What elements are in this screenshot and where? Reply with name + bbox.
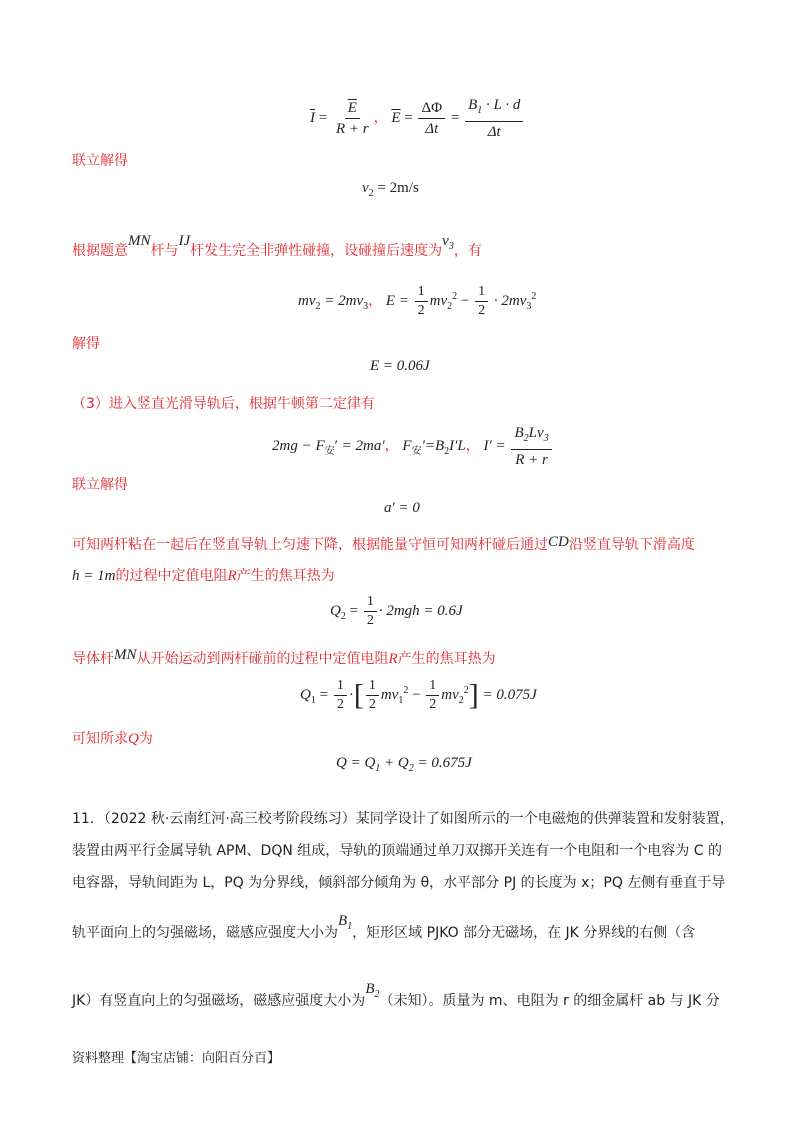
- solution-text-8: 导体杆MN从开始运动到两杆碰前的过程中定值电阻R产生的焦耳热为: [72, 647, 496, 667]
- equation-current-emf: $\overline{I}$ = $\frac{\overline{E}}{R + r}$ ， $\overline{E}$ = $\frac{\Delta\Phi}{\Delta t}$ = $\frac{B_1 \cdot L \cdot d}{\Delta t}$: [310, 96, 525, 141]
- solution-text-6: 可知两杆粘在一起后在竖直导轨上匀速下降，根据能量守恒可知两杆碰后通过CD沿竖直导轨下滑高度: [72, 534, 695, 553]
- solution-text-5: 联立解得: [72, 477, 128, 493]
- equation-q1: $Q_1$ = $\frac{1}{2}$ ·[ $\frac{1}{2}$ $mv_1^2$ − $\frac{1}{2}$ $mv_2^2] = 0.075J$: [300, 678, 537, 712]
- equation-momentum-energy: $mv_2 = 2mv_3$， E = $\frac{1}{2}$ $mv_2^2$ − $\frac{1}{2}$ · $2mv_3^2$: [298, 284, 537, 318]
- question-11-line-3: 电容器，导轨间距为 L，PQ 为分界线，倾斜部分倾角为 θ，水平部分 PJ 的长度为 x；PQ 左侧有垂直于导: [72, 875, 726, 891]
- equation-acceleration: a′ = 0: [384, 500, 420, 516]
- question-11-line-2: 装置由两平行金属导轨 APM、DQN 组成，导轨的顶端通过单刀双掷开关连有一个电阻和一个电容为 C 的: [72, 843, 722, 859]
- equation-q-total: $Q = Q_1 + Q_2 = 0.675J$: [336, 755, 472, 774]
- equation-v2: $v_2 = 2m/s$: [362, 180, 419, 199]
- question-11-line-5: JK）有竖直向上的匀强磁场，磁感应强度大小为$B_2$（未知）。质量为 m、电阻为 r 的细金属杆 ab 与 JK 分: [72, 981, 720, 1009]
- equation-energy-result: E = 0.06J: [370, 358, 430, 374]
- solution-text-1: 联立解得: [72, 153, 128, 169]
- solution-text-9: 可知所求Q为: [72, 731, 153, 747]
- page-footer: 资料整理【淘宝店铺：向阳百分百】: [72, 1051, 281, 1066]
- solution-text-3: 解得: [72, 336, 100, 352]
- question-11-line-4: 轨平面向上的匀强磁场，磁感应强度大小为$B_1$，矩形区域 PJKO 部分无磁场，在 JK 分界线的右侧（含: [72, 913, 696, 941]
- solution-text-7: h = 1m的过程中定值电阻R产生的焦耳热为: [72, 568, 335, 584]
- solution-text-2: 根据题意MN杆与IJ杆发生完全非弹性碰撞，设碰撞后速度为$v_3$，有: [72, 233, 482, 259]
- question-11-line-1: 11．（2022 秋·云南红河·高三校考阶段练习）某同学设计了如图所示的一个电磁炮的供弹装置和发射装置，: [72, 811, 734, 827]
- equation-newton-second-law: $2mg - F_安' = 2ma'$， $F_安'=B_2I'L$， I′ = $\frac{B_2Lv_3}{R + r}$: [272, 424, 554, 469]
- solution-part-3-heading: （3）进入竖直光滑导轨后，根据牛顿第二定律有: [72, 396, 375, 412]
- equation-q2: $Q_2$ = $\frac{1}{2}$ · 2mgh = 0.6J: [330, 594, 463, 628]
